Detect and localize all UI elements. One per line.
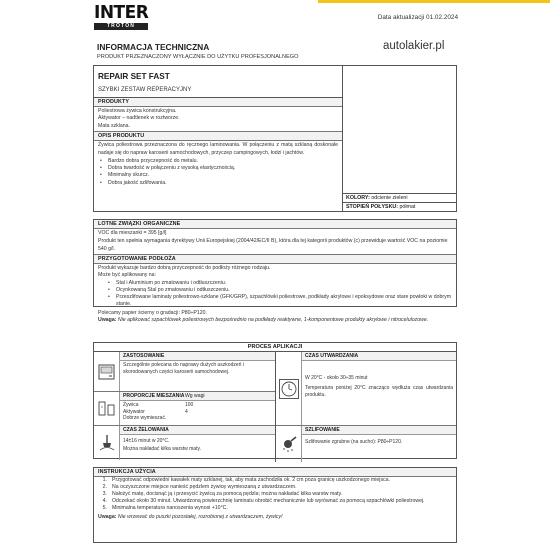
feature-item: • Minimalny skurcz. bbox=[108, 172, 342, 179]
instructions-list bbox=[94, 477, 456, 512]
sanding-row bbox=[276, 426, 456, 462]
gloss-value: półmat bbox=[399, 204, 416, 210]
mix-ratio: 4 bbox=[185, 408, 188, 415]
prep-line: Produkt wykazuje bardzo dobrą przyczepność do podłoży różnego rodzaju. bbox=[98, 265, 271, 272]
mixing-table bbox=[120, 401, 275, 415]
process-right-column bbox=[275, 352, 456, 462]
gel-time-row bbox=[94, 426, 275, 460]
instruction-step: 2. Na oczyszczone miejsce nanieść pędzlem żywicę wymieszaną z utwardzaczem. bbox=[102, 484, 297, 491]
instruction-text: Minimalna temperatura nanoszenia wynosi +10°C. bbox=[112, 505, 228, 512]
gel-time-note: Można nakładać kilka warstw maty. bbox=[123, 446, 201, 452]
brush-icon bbox=[94, 426, 120, 460]
process-left-column bbox=[94, 352, 275, 462]
curing-row bbox=[276, 352, 456, 426]
instruction-text: Odczekać około 30 minut. Utwardzoną powierzchnię laminatu obrobić mechanicznie lub wyrównać za pomocą szpachlówki poliestrowej. bbox=[112, 498, 425, 505]
prep-intro bbox=[94, 264, 456, 280]
update-date: Data aktualizacji 01.02.2024 bbox=[377, 14, 458, 21]
clock-icon bbox=[276, 352, 302, 425]
feature-item: • Dobra twardość w połączeniu z wysoką elastycznością. bbox=[108, 165, 342, 172]
products-list bbox=[94, 107, 342, 131]
mix-component: Aktywator bbox=[123, 408, 145, 415]
prep-heading: PRZYGOTOWANIE PODŁOŻA bbox=[94, 254, 456, 264]
prep-warning bbox=[94, 317, 456, 325]
features-list bbox=[94, 158, 342, 187]
product-info bbox=[94, 66, 343, 211]
company-logo bbox=[94, 2, 154, 33]
curing-note: Temperatura poniżej 20°C znacząco wydłuża czas utwardzania produktu. bbox=[305, 385, 453, 398]
gel-time-text: 14±16 minut w 20°C. bbox=[123, 438, 170, 444]
instruction-text: Nałożyć matę, docisnąć ją i przesycić żywicą za pomocą pędzla; można nakładać kilka warstw maty. bbox=[112, 491, 343, 498]
voc-heading: LOTNE ZWIĄZKI ORGANICZNE bbox=[94, 220, 456, 229]
product-name: REPAIR SET FAST bbox=[98, 72, 170, 81]
sandpaper-line: Polecamy papier ścierny o gradacji: P80÷P120. bbox=[98, 309, 207, 316]
substrate-item: • Stal i Aluminium po zmatowaniu i odtłuszczeniu. bbox=[116, 280, 456, 287]
sander-icon bbox=[276, 426, 302, 462]
process-grid bbox=[94, 352, 456, 462]
mixing-row bbox=[94, 392, 275, 426]
process-block bbox=[93, 342, 457, 459]
substrate-list bbox=[94, 280, 456, 309]
instructions-block bbox=[93, 467, 457, 543]
gloss-row bbox=[343, 202, 456, 211]
feature-item: • Dobra jakość szlifowania. bbox=[108, 180, 342, 187]
logo-main-text: INTER bbox=[94, 2, 149, 24]
gel-time-heading: CZAS ŻELOWANIA bbox=[120, 426, 275, 435]
color-value: odcienie zieleni bbox=[371, 195, 408, 201]
product-description: SZYBKI ZESTAW REPERACYJNY bbox=[94, 81, 342, 98]
curing-heading: CZAS UTWARDZANIA bbox=[302, 352, 456, 361]
warning-label: Uwaga: bbox=[98, 317, 117, 324]
product-line: Mata szklana. bbox=[98, 122, 131, 129]
instructions-warning bbox=[94, 512, 456, 522]
description-text: Żywica poliestrowa przeznaczona do ręcznego laminowania. W połączeniu z matą szklaną doskonale nadaje się do napraw karoserii samochodowych, przyczep campingowych, łodzi i jachtów. bbox=[98, 142, 338, 156]
application-heading: ZASTOSOWANIE bbox=[120, 352, 275, 361]
warning-text: Nie wrzewać do puszki pozostałej, rozrobionej z utwardzaczem, żywicy! bbox=[117, 514, 283, 521]
warning-label: Uwaga: bbox=[98, 514, 117, 521]
product-line: Aktywator – nadtlenek w roztworze. bbox=[98, 115, 180, 122]
feature-item: • Bardzo dobra przyczepność do metalu. bbox=[108, 158, 342, 165]
substrate-item: • Przeszlifowane laminaty poliestrowo-szklane (GFK/GRP), szpachlówki poliestrowe, podkłady akrylowe i epoksydowe oraz stare powłoki w dobrym stanie. bbox=[116, 294, 456, 308]
sanding-text: Szlifowanie zgrubne (na sucho): P80÷P120. bbox=[305, 439, 403, 445]
brand-link[interactable]: autolakier.pl bbox=[383, 40, 445, 52]
instruction-text: Przygotować odpowiedni kawałek maty szklanej, tak, aby mata zachodziła ok. 2 cm poza granicę uszkodzonego miejsca. bbox=[112, 477, 390, 483]
mixing-unit: Wg wagi bbox=[185, 393, 205, 399]
instruction-step: 1. Przygotować odpowiedni kawałek maty szklanej, tak, aby mata zachodziła ok. 2 cm poza granicę uszkodzonego miejsca. bbox=[102, 477, 390, 483]
instruction-text: Na oczyszczone miejsce nanieść pędzlem żywicę wymieszaną z utwardzaczem. bbox=[112, 484, 297, 491]
mixing-note: Dobrze wymieszać. bbox=[123, 415, 167, 422]
product-block bbox=[93, 65, 457, 212]
product-image-area bbox=[343, 66, 456, 211]
gloss-label: STOPIEŃ POŁYSKU: bbox=[346, 204, 398, 210]
doc-subtitle: PRODUKT PRZEZNACZONY WYŁĄCZNIE DO UŻYTKU PROFESJONALNEGO bbox=[97, 54, 299, 60]
instructions-heading: INSTRUKCJA UŻYCIA bbox=[94, 468, 456, 477]
car-door-icon bbox=[94, 352, 120, 391]
mix-component: Żywica bbox=[123, 402, 139, 408]
mixing-cans-icon bbox=[94, 392, 120, 425]
instruction-step: 3. Nałożyć matę, docisnąć ją i przesycić żywicą za pomocą pędzla; można nakładać kilka warstw maty. bbox=[102, 491, 343, 498]
logo-sub-text: TROTON bbox=[94, 23, 148, 30]
voc-line: VOC dla mieszanki = 395 [g/l] bbox=[98, 230, 167, 236]
top-accent-bar bbox=[318, 0, 550, 3]
substrate-item: • Ocynkowaną Stal po zmatowaniu i odtłuszczeniu. bbox=[116, 287, 456, 294]
mixing-heading: PROPORCJE MIESZANIA bbox=[123, 393, 185, 399]
warning-text: Nie aplikować szpachlówek poliestrowych bezpośrednio na podkłady reaktywne, 1-komponentowe produkty akrylowe i nitrocelulozowe. bbox=[117, 317, 429, 324]
color-label: KOLORY: bbox=[346, 195, 370, 201]
process-title: PROCES APLIKACJI bbox=[94, 343, 456, 352]
mix-ratio: 100 bbox=[185, 402, 194, 408]
doc-title: INFORMACJA TECHNICZNA bbox=[97, 42, 210, 52]
instruction-step: 4. Odczekać około 30 minut. Utwardzoną powierzchnię laminatu obrobić mechanicznie lub wyrównać za pomocą szpachlówki poliestrowej. bbox=[102, 498, 425, 505]
curing-time: W 20°C - około 30÷35 minut bbox=[305, 375, 368, 381]
product-line: Poliestrowa żywica konstrukcyjna. bbox=[98, 108, 177, 114]
prep-line: Może być aplikowany na: bbox=[98, 272, 156, 279]
voc-prep-block bbox=[93, 219, 457, 324]
description-heading: OPIS PRODUKTU bbox=[94, 131, 342, 141]
voc-directive: Produkt ten spełnia wymagania dyrektywy Unii Europejskiej (2004/42/EC/II B), która dla tej kategorii produktów (c) przewiduje wartość VOC na poziomie 540 g/l. bbox=[98, 238, 448, 252]
application-row bbox=[94, 352, 275, 392]
mixing-heading-row bbox=[120, 392, 275, 401]
color-row bbox=[343, 193, 456, 202]
sanding-heading: SZLIFOWANIE bbox=[302, 426, 456, 435]
instruction-step: 5. Minimalna temperatura nanoszenia wynosi +10°C. bbox=[102, 505, 228, 512]
products-heading: PRODUKTY bbox=[94, 98, 342, 107]
application-text: Szczególnie polecana do naprawy dużych uszkodzeń i skorodowanych części karoserii samochodowej. bbox=[123, 362, 244, 375]
